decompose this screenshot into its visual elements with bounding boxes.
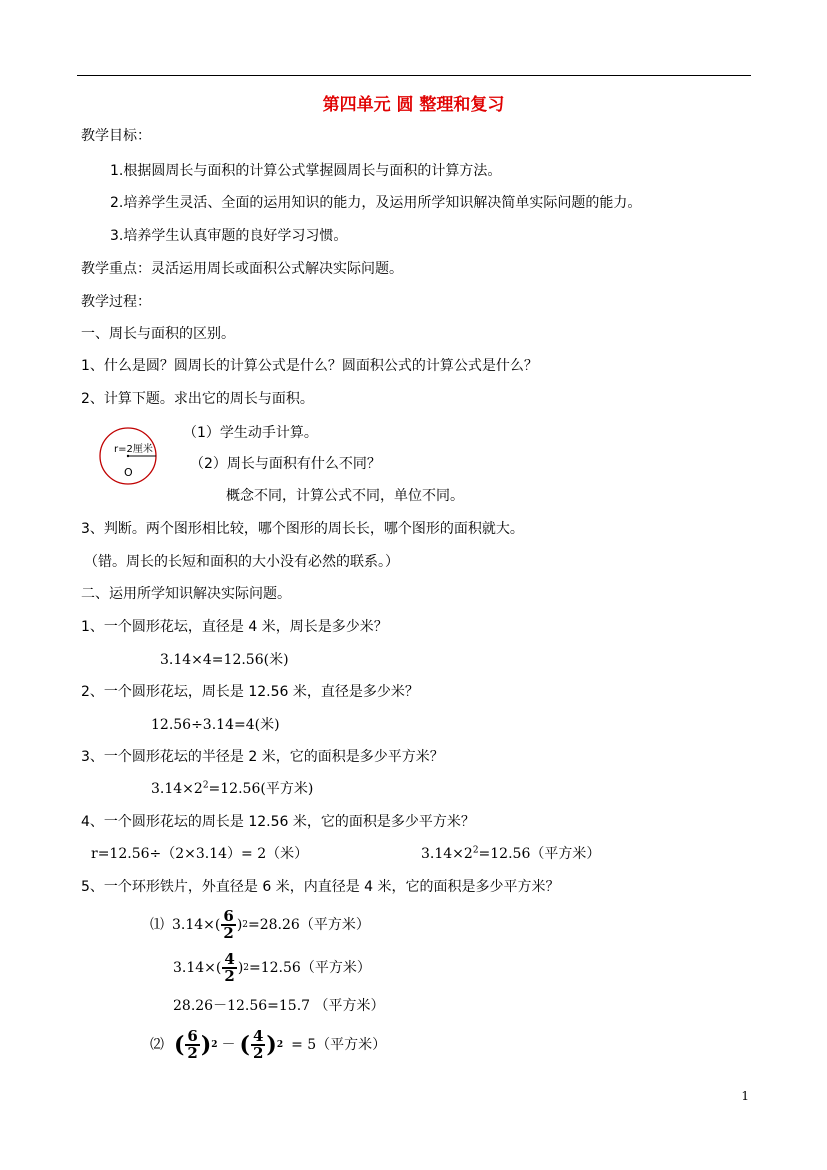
goals-heading: 教学目标： [81, 128, 151, 144]
center-label: O [124, 466, 133, 479]
page-title: 第四单元 圆 整理和复习 [322, 95, 505, 115]
header-rule [77, 75, 751, 76]
fraction: $\frac{6}{2}$ [223, 907, 234, 942]
goal-item: 3.培养学生认真审题的良好学习习惯。 [110, 228, 348, 244]
problem-4: 4、一个圆形花坛的周长是 12.56 米，它的面积是多少平方米？ [81, 814, 475, 830]
fraction: $\frac{6}{2}$ [187, 1027, 198, 1062]
key-point: 教学重点：灵活运用周长或面积公式解决实际问题。 [81, 261, 403, 277]
question-3: 3、判断。两个图形相比较，哪个图形的周长长，哪个图形的面积就大。 [81, 521, 524, 537]
goal-item: 2.培养学生灵活、全面的运用知识的能力，及运用所学知识解决简单实际问题的能力。 [110, 195, 642, 211]
problem-1-answer: 3.14×4=12.56(米) [160, 652, 289, 668]
q2-item-1: （1）学生动手计算。 [183, 425, 318, 441]
problem-4-answer-left: r=12.56÷（2×3.14）= 2（米） [91, 846, 309, 862]
problem-2: 2、一个圆形花坛，周长是 12.56 米，直径是多少米？ [81, 684, 419, 700]
section1-heading: 一、周长与面积的区别。 [81, 326, 235, 342]
fraction: $\frac{4}{2}$ [224, 950, 235, 985]
page-number: 1 [741, 1089, 749, 1103]
method-2-line: ⑵ ( $\frac{6}{2}$ ) 2 － ( $\frac{4}{2}$ ) 2 = 5（平方米） [150, 1027, 387, 1062]
q2-item-2: （2）周长与面积有什么不同？ [190, 456, 381, 472]
method-1-line-2: 3.14×( $\frac{4}{2}$ ) 2 =12.56（平方米） [173, 950, 371, 985]
question-1: 1、什么是圆？圆周长的计算公式是什么？圆面积公式的计算公式是什么？ [81, 358, 538, 374]
section2-heading: 二、运用所学知识解决实际问题。 [81, 586, 291, 602]
goal-item: 1.根据圆周长与面积的计算公式掌握圆周长与面积的计算方法。 [110, 163, 502, 179]
fraction: $\frac{4}{2}$ [252, 1027, 264, 1062]
problem-1: 1、一个圆形花坛，直径是 4 米，周长是多少米？ [81, 619, 388, 635]
process-heading: 教学过程： [81, 294, 151, 310]
problem-3-answer: $3.14\times 2^2=12.56$(平方米) [151, 780, 314, 797]
center-point [127, 455, 129, 457]
circle-figure [98, 426, 158, 486]
problem-2-answer: 12.56÷3.14=4(米) [151, 717, 280, 733]
problem-5: 5、一个环形铁片，外直径是 6 米，内直径是 4 米，它的面积是多少平方米？ [81, 879, 560, 895]
question-2: 2、计算下题。求出它的周长与面积。 [81, 391, 314, 407]
method-1-line-1: ⑴ 3.14×( $\frac{6}{2}$ ) 2 =28.26（平方米） [150, 907, 370, 942]
q2-item-3: 概念不同，计算公式不同，单位不同。 [226, 488, 464, 504]
question-3-answer: （错。周长的长短和面积的大小没有必然的联系。） [84, 554, 399, 570]
method-1-label: ⑴ [150, 917, 164, 933]
method-1-line-3: 28.26－12.56=15.7 （平方米） [173, 998, 385, 1014]
problem-4-answer-right: $3.14\times 2^2=12.56$（平方米） [421, 845, 601, 862]
radius-label: r=2厘米 [114, 444, 153, 455]
method-2-label: ⑵ [150, 1037, 164, 1053]
problem-3: 3、一个圆形花坛的半径是 2 米，它的面积是多少平方米？ [81, 749, 444, 765]
